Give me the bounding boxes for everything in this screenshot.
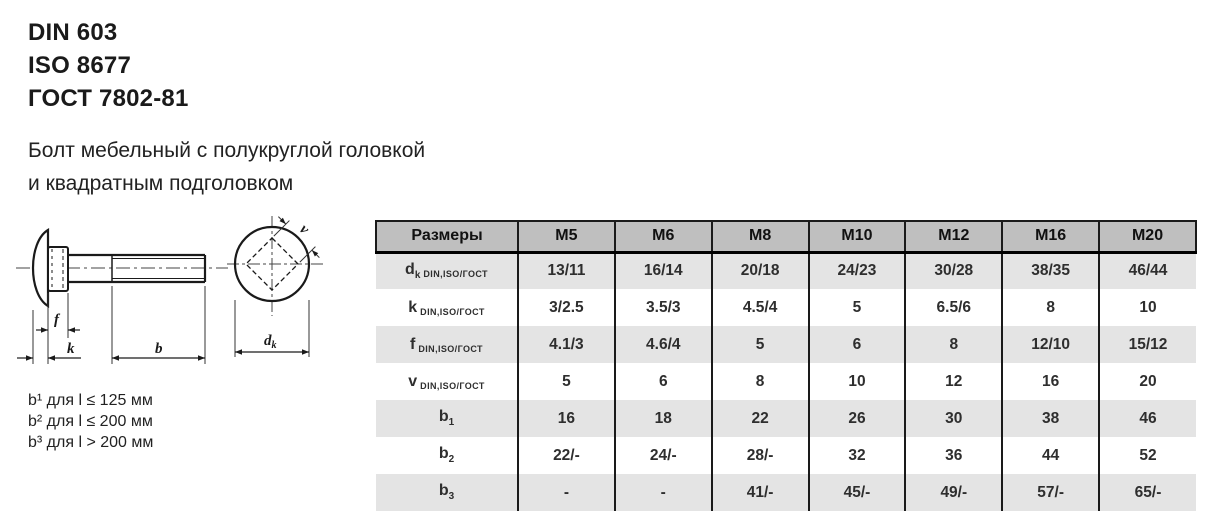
bolt-side-view-drawing xyxy=(15,222,230,372)
dimensions-table xyxy=(375,220,1197,511)
standard-gost: ГОСТ 7802-81 xyxy=(28,85,189,112)
table-row xyxy=(376,474,1196,511)
value-cell: 30 xyxy=(905,400,1002,437)
arrowhead xyxy=(26,355,33,360)
col-header-m16: M16 xyxy=(1002,221,1099,252)
value-cell: 20 xyxy=(1099,363,1196,400)
dimension-f-label: f xyxy=(54,312,59,328)
value-cell: 46/44 xyxy=(1099,252,1196,289)
value-cell: 45/- xyxy=(809,474,906,511)
dimension-v-label: v xyxy=(296,221,313,238)
col-header-sizes: Размеры xyxy=(376,221,518,252)
value-cell: 5 xyxy=(809,289,906,326)
col-header-m8: M8 xyxy=(712,221,809,252)
value-cell: 20/18 xyxy=(712,252,809,289)
value-cell: 52 xyxy=(1099,437,1196,474)
bolt-end-view-drawing xyxy=(225,208,385,365)
value-cell: 4.5/4 xyxy=(712,289,809,326)
footnote-b2: b² для l ≤ 200 мм xyxy=(28,413,153,430)
value-cell: 8 xyxy=(1002,289,1099,326)
arrowhead xyxy=(302,349,309,354)
value-cell: 28/- xyxy=(712,437,809,474)
arrowhead xyxy=(198,355,205,360)
value-cell: 6.5/6 xyxy=(905,289,1002,326)
col-header-m6: M6 xyxy=(615,221,712,252)
table-row xyxy=(376,326,1196,363)
value-cell: 4.6/4 xyxy=(615,326,712,363)
description-line-2: и квадратным подголовком xyxy=(28,172,294,195)
value-cell: 6 xyxy=(809,326,906,363)
value-cell: 24/- xyxy=(615,437,712,474)
table-row xyxy=(376,437,1196,474)
footnotes-block xyxy=(28,390,153,453)
value-cell: 24/23 xyxy=(809,252,906,289)
value-cell: 3/2.5 xyxy=(518,289,615,326)
dimension-b-label: b xyxy=(155,341,163,357)
value-cell: 18 xyxy=(615,400,712,437)
col-header-m5: M5 xyxy=(518,221,615,252)
table-row xyxy=(376,289,1196,326)
dimensions-table-body xyxy=(376,252,1196,511)
col-header-m12: M12 xyxy=(905,221,1002,252)
value-cell: 5 xyxy=(712,326,809,363)
arrowhead xyxy=(48,355,55,360)
value-cell: 44 xyxy=(1002,437,1099,474)
row-label: $b_3$ xyxy=(438,482,455,503)
value-cell: 41/- xyxy=(712,474,809,511)
value-cell: 16/14 xyxy=(615,252,712,289)
value-cell: 8 xyxy=(712,363,809,400)
value-cell: 26 xyxy=(809,400,906,437)
value-cell: - xyxy=(518,474,615,511)
value-cell: 22/- xyxy=(518,437,615,474)
value-cell: 30/28 xyxy=(905,252,1002,289)
value-cell: 36 xyxy=(905,437,1002,474)
row-label: $b_2$ xyxy=(438,445,455,466)
value-cell: 46 xyxy=(1099,400,1196,437)
dimension-k-label: k xyxy=(67,341,75,357)
value-cell: 32 xyxy=(809,437,906,474)
value-cell: 4.1/3 xyxy=(518,326,615,363)
bolt-head xyxy=(33,230,48,306)
value-cell: 15/12 xyxy=(1099,326,1196,363)
table-row xyxy=(376,400,1196,437)
value-cell: 13/11 xyxy=(518,252,615,289)
row-label: v DIN,ISO/ГОСТ xyxy=(408,372,485,391)
arrowhead xyxy=(235,349,242,354)
product-description xyxy=(28,134,425,200)
value-cell: 12 xyxy=(905,363,1002,400)
value-cell: 57/- xyxy=(1002,474,1099,511)
row-label: $b_1$ xyxy=(438,408,455,429)
value-cell: 10 xyxy=(1099,289,1196,326)
arrowhead xyxy=(41,327,48,332)
arrowhead xyxy=(68,327,75,332)
row-label: f DIN,ISO/ГОСТ xyxy=(410,335,483,354)
standard-iso: ISO 8677 xyxy=(28,52,132,79)
value-cell: - xyxy=(615,474,712,511)
value-cell: 16 xyxy=(1002,363,1099,400)
value-cell: 3.5/3 xyxy=(615,289,712,326)
value-cell: 6 xyxy=(615,363,712,400)
value-cell: 49/- xyxy=(905,474,1002,511)
footnote-b1: b¹ для l ≤ 125 мм xyxy=(28,392,153,409)
value-cell: 65/- xyxy=(1099,474,1196,511)
description-line-1: Болт мебельный с полукруглой головкой xyxy=(28,139,426,162)
col-header-m20: M20 xyxy=(1099,221,1196,252)
value-cell: 38 xyxy=(1002,400,1099,437)
value-cell: 8 xyxy=(905,326,1002,363)
standard-din: DIN 603 xyxy=(28,19,118,46)
table-row xyxy=(376,252,1196,289)
footnote-b3: b³ для l > 200 мм xyxy=(28,434,154,451)
value-cell: 5 xyxy=(518,363,615,400)
value-cell: 16 xyxy=(518,400,615,437)
value-cell: 12/10 xyxy=(1002,326,1099,363)
bolt-square-neck xyxy=(48,247,68,291)
dimensions-table-header-row xyxy=(376,221,1196,252)
row-label: $d_k$ DIN,ISO/ГОСТ xyxy=(405,261,488,282)
row-label: k DIN,ISO/ГОСТ xyxy=(408,298,485,317)
value-cell: 10 xyxy=(809,363,906,400)
table-row xyxy=(376,363,1196,400)
value-cell: 38/35 xyxy=(1002,252,1099,289)
arrowhead xyxy=(112,355,119,360)
dimension-dk-label: $d_k$ xyxy=(264,333,277,351)
col-header-m10: M10 xyxy=(809,221,906,252)
value-cell: 22 xyxy=(712,400,809,437)
standards-block xyxy=(28,16,189,115)
